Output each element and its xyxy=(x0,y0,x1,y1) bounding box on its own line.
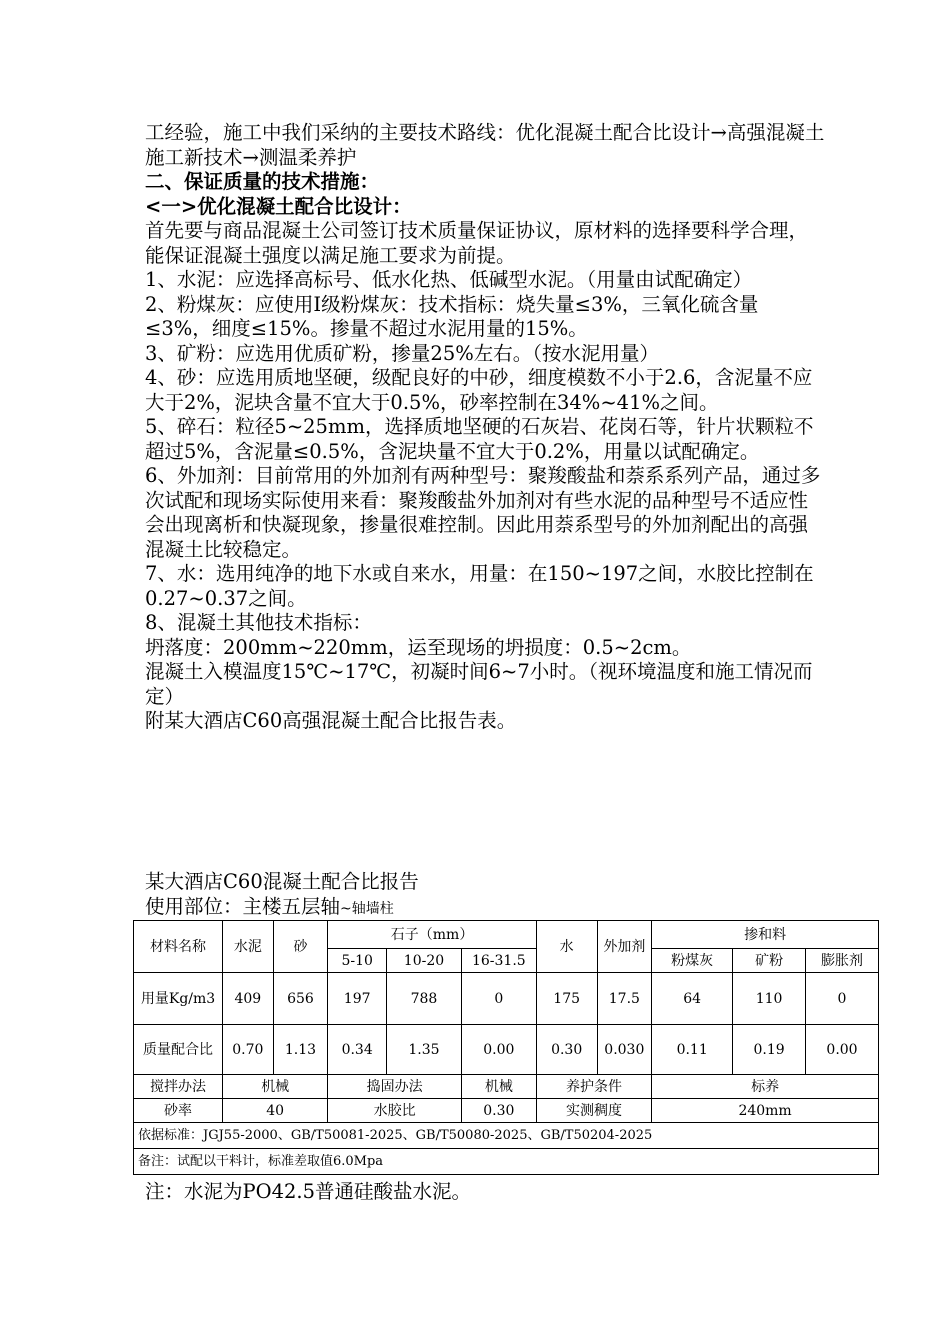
table-cell: 1.13 xyxy=(273,1025,328,1075)
paragraph-gravel: 5、碎石：粒径5~25mm，选择质地坚硬的石灰岩、花岗石等，针片状颗粒不超过5%，含泥量≤0.5%，含泥块量不宜大于0.2%，用量以试配确定。 xyxy=(145,415,814,463)
usage-suffix: ~轴墙柱 xyxy=(340,901,394,917)
standards-text: 依据标准：JGJ55-2000、GB/T50081-2025、GB/T50080-2025、GB/T50204-2025 xyxy=(134,1123,879,1149)
table-header-row xyxy=(134,921,879,949)
section-heading: 二、保证质量的技术措施： xyxy=(145,170,380,193)
table-cell: 110 xyxy=(733,973,806,1025)
table-row xyxy=(134,1025,879,1075)
paragraph-admixture: 6、外加剂：目前常用的外加剂有两种型号：聚羧酸盐和萘系系列产品，通过多次试配和现场实际使用来看：聚羧酸盐外加剂对有些水泥的品种型号不适应性会出现离析和快凝现象，掺量很难控制。因此用萘系型号的外加剂配出的高强混凝土比较稳定。 xyxy=(145,464,821,561)
table-row xyxy=(134,1099,879,1123)
water-binder-label: 水胶比 xyxy=(328,1099,462,1123)
table-cell: 175 xyxy=(536,973,597,1025)
paragraph-other-specs: 8、混凝土其他技术指标： xyxy=(145,611,372,634)
row-label-ratio: 质量配合比 xyxy=(134,1025,223,1075)
paragraph-slag: 3、矿粉：应选用优质矿粉，掺量25%左右。（按水泥用量） xyxy=(145,341,659,365)
paragraph-cement: 1、水泥：应选择高标号、低水化热、低碱型水泥。（用量由试配确定） xyxy=(145,268,753,291)
table-cell: 0 xyxy=(461,973,536,1025)
mix-ratio-table xyxy=(133,920,879,1175)
tamp-method-value: 机械 xyxy=(461,1075,536,1099)
row-label-dosage: 用量Kg/m3 xyxy=(134,973,223,1025)
tamp-method-label: 捣固办法 xyxy=(328,1075,462,1099)
paragraph-water: 7、水：选用纯净的地下水或自来水，用量：在150~197之间，水胶比控制在0.27~0.37之间。 xyxy=(145,562,814,610)
standards-row xyxy=(134,1123,879,1149)
table-cell: 1.35 xyxy=(387,1025,462,1075)
header-stone-size: 5-10 xyxy=(328,949,387,973)
remarks-text: 备注：试配以干料计，标准差取值6.0Mpa xyxy=(134,1149,879,1175)
header-sand: 砂 xyxy=(273,921,328,973)
paragraph-fly-ash: 2、粉煤灰：应使用Ⅰ级粉煤灰：技术指标：烧失量≤3%，三氧化硫含量≤3%，细度≤15%。掺量不超过水泥用量的15%。 xyxy=(145,292,759,340)
header-admixture: 外加剂 xyxy=(597,921,652,973)
cement-note: 注：水泥为PO42.5普通硅酸盐水泥。 xyxy=(145,1180,472,1203)
table-cell: 17.5 xyxy=(597,973,652,1025)
table-cell: 656 xyxy=(273,973,328,1025)
header-water: 水 xyxy=(536,921,597,973)
sand-ratio-label: 砂率 xyxy=(134,1099,223,1123)
paragraph-attachment: 附某大酒店C60高强混凝土配合比报告表。 xyxy=(145,709,517,732)
table-cell: 64 xyxy=(652,973,733,1025)
paragraph: 首先要与商品混凝土公司签订技术质量保证协议，原材料的选择要科学合理，能保证混凝土强度以满足施工要求为前提。 xyxy=(145,219,809,267)
header-blend-item: 粉煤灰 xyxy=(652,949,733,973)
table-cell: 197 xyxy=(328,973,387,1025)
table-cell: 0.00 xyxy=(461,1025,536,1075)
header-stone-size: 10-20 xyxy=(387,949,462,973)
table-cell: 0.19 xyxy=(733,1025,806,1075)
table-cell: 0.34 xyxy=(328,1025,387,1075)
header-stone-size: 16-31.5 xyxy=(461,949,536,973)
table-cell: 409 xyxy=(223,973,274,1025)
report-title: 某大酒店C60混凝土配合比报告 xyxy=(145,870,419,893)
table-row xyxy=(134,973,879,1025)
table-row xyxy=(134,1075,879,1099)
table-cell: 0.70 xyxy=(223,1025,274,1075)
header-blend-item: 膨胀剂 xyxy=(806,949,879,973)
remarks-row xyxy=(134,1149,879,1175)
water-binder-value: 0.30 xyxy=(461,1099,536,1123)
curing-label: 养护条件 xyxy=(536,1075,651,1099)
curing-value: 标养 xyxy=(652,1075,879,1099)
usage-label: 使用部位：主楼五层轴 xyxy=(145,895,341,918)
paragraph-intro: 工经验，施工中我们采纳的主要技术路线：优化混凝土配合比设计→高强混凝土施工新技术→测温柔养护 xyxy=(145,121,825,169)
consistency-value: 240mm xyxy=(652,1099,879,1123)
table-cell: 0.11 xyxy=(652,1025,733,1075)
header-blend: 掺和料 xyxy=(652,921,879,949)
body-text xyxy=(145,121,825,734)
header-cement: 水泥 xyxy=(223,921,274,973)
consistency-label: 实测稠度 xyxy=(536,1099,651,1123)
mix-method-label: 搅拌办法 xyxy=(134,1075,223,1099)
header-stone: 石子（mm） xyxy=(328,921,536,949)
sand-ratio-value: 40 xyxy=(223,1099,328,1123)
table-cell: 788 xyxy=(387,973,462,1025)
mix-method-value: 机械 xyxy=(223,1075,328,1099)
table-cell: 0.030 xyxy=(597,1025,652,1075)
paragraph-slump: 坍落度：200mm~220mm，运至现场的坍损度：0.5~2cm。 xyxy=(145,635,692,659)
paragraph-temperature: 混凝土入模温度15℃~17℃，初凝时间6~7小时。（视环境温度和施工情况而定） xyxy=(145,660,813,708)
table-cell: 0 xyxy=(806,973,879,1025)
header-blend-item: 矿粉 xyxy=(733,949,806,973)
table-cell: 0.00 xyxy=(806,1025,879,1075)
subsection-heading: <一>优化混凝土配合比设计： xyxy=(145,194,412,218)
paragraph-sand: 4、砂：应选用质地坚硬，级配良好的中砂，细度模数不小于2.6，含泥量不应大于2%，泥块含量不宜大于0.5%，砂率控制在34%~41%之间。 xyxy=(145,366,813,414)
header-material-name: 材料名称 xyxy=(134,921,223,973)
report-usage xyxy=(145,895,394,922)
table-cell: 0.30 xyxy=(536,1025,597,1075)
